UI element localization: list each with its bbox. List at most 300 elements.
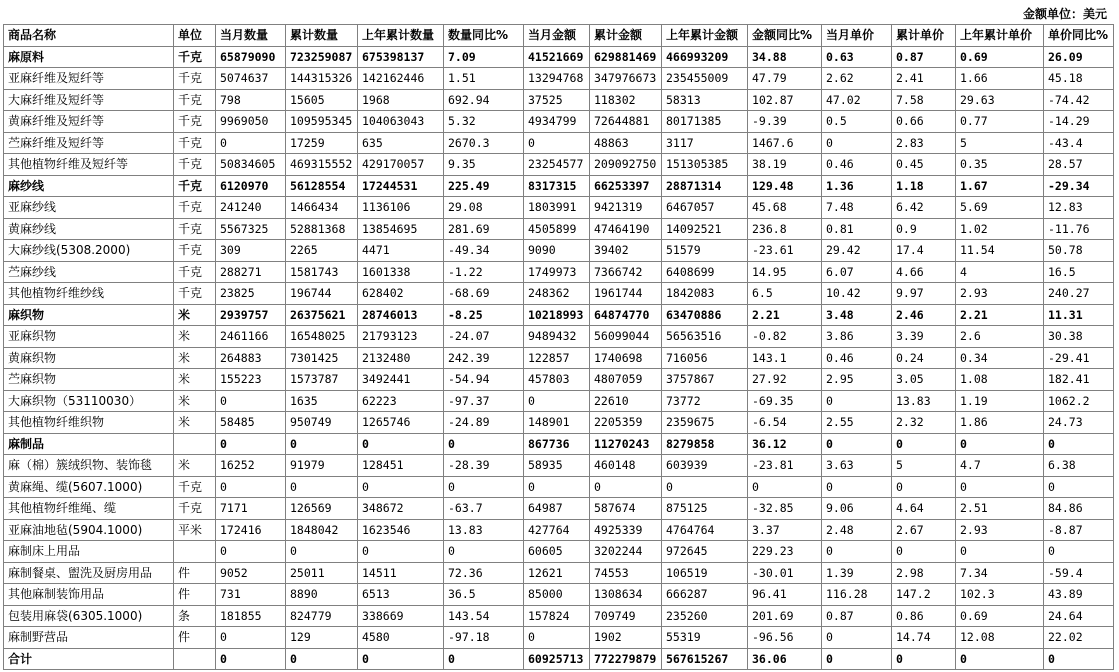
value-cell: 45.68 <box>748 197 822 219</box>
value-cell: 50.78 <box>1044 240 1114 262</box>
column-header: 上年累计单价 <box>956 25 1044 47</box>
hemp-trade-statistics-table <box>3 24 1114 670</box>
value-cell: 0 <box>956 476 1044 498</box>
value-cell: 51579 <box>662 240 748 262</box>
product-name-cell: 苎麻纱线 <box>4 261 174 283</box>
value-cell: 16548025 <box>286 326 358 348</box>
value-cell: -29.34 <box>1044 175 1114 197</box>
value-cell: 235455009 <box>662 68 748 90</box>
unit-cell: 千克 <box>174 154 216 176</box>
value-cell: 14511 <box>358 562 444 584</box>
value-cell: 628402 <box>358 283 444 305</box>
value-cell: 0 <box>822 390 892 412</box>
value-cell: 5074637 <box>216 68 286 90</box>
value-cell: 972645 <box>662 541 748 563</box>
currency-unit-label: 金额单位：美元 <box>1022 7 1107 21</box>
value-cell: 29.08 <box>444 197 524 219</box>
value-cell: 3.05 <box>892 369 956 391</box>
value-cell: 2205359 <box>590 412 662 434</box>
unit-cell: 千克 <box>174 46 216 68</box>
value-cell: 38.19 <box>748 154 822 176</box>
unit-cell <box>174 648 216 670</box>
value-cell: 58313 <box>662 89 748 111</box>
unit-cell: 平米 <box>174 519 216 541</box>
value-cell: 264883 <box>216 347 286 369</box>
product-name-cell: 其他植物纤维绳、缆 <box>4 498 174 520</box>
table-row <box>4 584 1114 606</box>
value-cell: 2670.3 <box>444 132 524 154</box>
column-header: 当月金额 <box>524 25 590 47</box>
value-cell: 9489432 <box>524 326 590 348</box>
value-cell: 8890 <box>286 584 358 606</box>
value-cell: -23.61 <box>748 240 822 262</box>
value-cell: 731 <box>216 584 286 606</box>
product-name-cell: 大麻纤维及短纤等 <box>4 89 174 111</box>
value-cell: 116.28 <box>822 584 892 606</box>
value-cell: 102.3 <box>956 584 1044 606</box>
product-name-cell: 苎麻织物 <box>4 369 174 391</box>
value-cell: 0 <box>822 476 892 498</box>
value-cell: 9052 <box>216 562 286 584</box>
value-cell: 0.24 <box>892 347 956 369</box>
value-cell: 30.38 <box>1044 326 1114 348</box>
value-cell: 15605 <box>286 89 358 111</box>
value-cell: 172416 <box>216 519 286 541</box>
product-name-cell: 麻制品 <box>4 433 174 455</box>
value-cell: 0.63 <box>822 46 892 68</box>
value-cell: 36.06 <box>748 648 822 670</box>
value-cell: 1.08 <box>956 369 1044 391</box>
value-cell: 63470886 <box>662 304 748 326</box>
value-cell: 348672 <box>358 498 444 520</box>
value-cell: 1573787 <box>286 369 358 391</box>
value-cell: 0 <box>956 433 1044 455</box>
value-cell: 0 <box>822 627 892 649</box>
value-cell: 11.54 <box>956 240 1044 262</box>
value-cell: 3757867 <box>662 369 748 391</box>
table-row <box>4 519 1114 541</box>
value-cell: 39402 <box>590 240 662 262</box>
value-cell: 309 <box>216 240 286 262</box>
value-cell: 41521669 <box>524 46 590 68</box>
unit-cell: 千克 <box>174 498 216 520</box>
product-name-cell: 麻制野营品 <box>4 627 174 649</box>
value-cell: 716056 <box>662 347 748 369</box>
value-cell: 13.83 <box>444 519 524 541</box>
value-cell: 0.69 <box>956 46 1044 68</box>
value-cell: 0.46 <box>822 154 892 176</box>
category-total-row <box>4 175 1114 197</box>
table-row <box>4 197 1114 219</box>
value-cell: 12.08 <box>956 627 1044 649</box>
value-cell: 47.02 <box>822 89 892 111</box>
value-cell: 0.45 <box>892 154 956 176</box>
table-row <box>4 68 1114 90</box>
value-cell: 23254577 <box>524 154 590 176</box>
table-row <box>4 541 1114 563</box>
value-cell: 0 <box>590 476 662 498</box>
value-cell: 2.67 <box>892 519 956 541</box>
value-cell: 1848042 <box>286 519 358 541</box>
value-cell: 4471 <box>358 240 444 262</box>
value-cell: -96.56 <box>748 627 822 649</box>
value-cell: 1749973 <box>524 261 590 283</box>
product-name-cell: 苎麻纤维及短纤等 <box>4 132 174 154</box>
value-cell: 11.31 <box>1044 304 1114 326</box>
value-cell: 8279858 <box>662 433 748 455</box>
value-cell: -24.07 <box>444 326 524 348</box>
product-name-cell: 黄麻纤维及短纤等 <box>4 111 174 133</box>
value-cell: -28.39 <box>444 455 524 477</box>
value-cell: 1.19 <box>956 390 1044 412</box>
value-cell: 229.23 <box>748 541 822 563</box>
value-cell: 17244531 <box>358 175 444 197</box>
unit-cell: 千克 <box>174 476 216 498</box>
value-cell: 867736 <box>524 433 590 455</box>
value-cell: -49.34 <box>444 240 524 262</box>
value-cell: 0 <box>444 648 524 670</box>
product-name-cell: 大麻纱线(5308.2000) <box>4 240 174 262</box>
value-cell: 12621 <box>524 562 590 584</box>
value-cell: 13294768 <box>524 68 590 90</box>
table-row <box>4 455 1114 477</box>
table-row <box>4 89 1114 111</box>
value-cell: 6467057 <box>662 197 748 219</box>
value-cell: 64874770 <box>590 304 662 326</box>
value-cell: 147.2 <box>892 584 956 606</box>
value-cell: 225.49 <box>444 175 524 197</box>
unit-cell: 千克 <box>174 197 216 219</box>
value-cell: 13854695 <box>358 218 444 240</box>
value-cell: -14.29 <box>1044 111 1114 133</box>
value-cell: 1466434 <box>286 197 358 219</box>
value-cell: 10.42 <box>822 283 892 305</box>
product-name-cell: 黄麻织物 <box>4 347 174 369</box>
value-cell: -69.35 <box>748 390 822 412</box>
value-cell: 48863 <box>590 132 662 154</box>
unit-cell: 千克 <box>174 132 216 154</box>
value-cell: 3202244 <box>590 541 662 563</box>
value-cell: 4.66 <box>892 261 956 283</box>
unit-cell: 米 <box>174 412 216 434</box>
value-cell: 106519 <box>662 562 748 584</box>
product-name-cell: 其他植物纤维及短纤等 <box>4 154 174 176</box>
product-name-cell: 黄麻纱线 <box>4 218 174 240</box>
value-cell: -11.76 <box>1044 218 1114 240</box>
table-row <box>4 390 1114 412</box>
unit-cell: 千克 <box>174 89 216 111</box>
value-cell: 22610 <box>590 390 662 412</box>
product-name-cell: 包装用麻袋(6305.1000) <box>4 605 174 627</box>
value-cell: 58485 <box>216 412 286 434</box>
value-cell: 3.63 <box>822 455 892 477</box>
value-cell: 675398137 <box>358 46 444 68</box>
product-name-cell: 亚麻纤维及短纤等 <box>4 68 174 90</box>
value-cell: 0.9 <box>892 218 956 240</box>
value-cell: 2.41 <box>892 68 956 90</box>
value-cell: 0.77 <box>956 111 1044 133</box>
value-cell: 0.69 <box>956 605 1044 627</box>
value-cell: 235260 <box>662 605 748 627</box>
value-cell: 157824 <box>524 605 590 627</box>
value-cell: 0 <box>822 541 892 563</box>
column-header: 当月数量 <box>216 25 286 47</box>
value-cell: 3492441 <box>358 369 444 391</box>
value-cell: 0 <box>822 433 892 455</box>
value-cell: 6408699 <box>662 261 748 283</box>
value-cell: 102.87 <box>748 89 822 111</box>
value-cell: 0 <box>444 433 524 455</box>
value-cell: 4764764 <box>662 519 748 541</box>
value-cell: 0.87 <box>892 46 956 68</box>
table-row <box>4 154 1114 176</box>
value-cell: 1.39 <box>822 562 892 584</box>
column-header: 累计单价 <box>892 25 956 47</box>
value-cell: 2.48 <box>822 519 892 541</box>
value-cell: -97.37 <box>444 390 524 412</box>
category-total-row <box>4 433 1114 455</box>
value-cell: 16.5 <box>1044 261 1114 283</box>
value-cell: 126569 <box>286 498 358 520</box>
product-name-cell: 黄麻绳、缆(5607.1000) <box>4 476 174 498</box>
value-cell: 8317315 <box>524 175 590 197</box>
value-cell: 1.36 <box>822 175 892 197</box>
value-cell: 1062.2 <box>1044 390 1114 412</box>
value-cell: 72644881 <box>590 111 662 133</box>
unit-cell <box>174 541 216 563</box>
value-cell: 196744 <box>286 283 358 305</box>
value-cell: 587674 <box>590 498 662 520</box>
value-cell: 2939757 <box>216 304 286 326</box>
value-cell: 1961744 <box>590 283 662 305</box>
value-cell: 9969050 <box>216 111 286 133</box>
value-cell: 84.86 <box>1044 498 1114 520</box>
product-name-cell: 其他麻制装饰用品 <box>4 584 174 606</box>
value-cell: 0 <box>892 433 956 455</box>
value-cell: 74553 <box>590 562 662 584</box>
value-cell: 7171 <box>216 498 286 520</box>
unit-cell: 件 <box>174 584 216 606</box>
value-cell: 0 <box>286 541 358 563</box>
value-cell: 338669 <box>358 605 444 627</box>
value-cell: 50834605 <box>216 154 286 176</box>
category-total-row <box>4 648 1114 670</box>
value-cell: 281.69 <box>444 218 524 240</box>
value-cell: 143.1 <box>748 347 822 369</box>
value-cell: 3.37 <box>748 519 822 541</box>
value-cell: 3.86 <box>822 326 892 348</box>
column-header: 当月单价 <box>822 25 892 47</box>
value-cell: 26.09 <box>1044 46 1114 68</box>
column-header: 上年累计数量 <box>358 25 444 47</box>
unit-cell: 米 <box>174 455 216 477</box>
table-row <box>4 283 1114 305</box>
value-cell: 10218993 <box>524 304 590 326</box>
value-cell: 148901 <box>524 412 590 434</box>
value-cell: 0 <box>358 476 444 498</box>
product-name-cell: 合计 <box>4 648 174 670</box>
value-cell: 6.38 <box>1044 455 1114 477</box>
value-cell: 2.83 <box>892 132 956 154</box>
product-name-cell: 麻原料 <box>4 46 174 68</box>
value-cell: 0 <box>1044 476 1114 498</box>
unit-cell: 条 <box>174 605 216 627</box>
value-cell: 0 <box>216 132 286 154</box>
value-cell: 209092750 <box>590 154 662 176</box>
product-name-cell: 亚麻油地毡(5904.1000) <box>4 519 174 541</box>
value-cell: 466993209 <box>662 46 748 68</box>
value-cell: 347976673 <box>590 68 662 90</box>
value-cell: 666287 <box>662 584 748 606</box>
table-row <box>4 240 1114 262</box>
value-cell: 1601338 <box>358 261 444 283</box>
value-cell: 0 <box>956 648 1044 670</box>
value-cell: 151305385 <box>662 154 748 176</box>
value-cell: -97.18 <box>444 627 524 649</box>
value-cell: 629881469 <box>590 46 662 68</box>
value-cell: 6.07 <box>822 261 892 283</box>
value-cell: 2.93 <box>956 283 1044 305</box>
value-cell: 3.39 <box>892 326 956 348</box>
value-cell: 0 <box>286 648 358 670</box>
value-cell: 122857 <box>524 347 590 369</box>
value-cell: 469315552 <box>286 154 358 176</box>
unit-cell: 千克 <box>174 111 216 133</box>
value-cell: 1581743 <box>286 261 358 283</box>
value-cell: 5 <box>892 455 956 477</box>
value-cell: 772279879 <box>590 648 662 670</box>
value-cell: 240.27 <box>1044 283 1114 305</box>
value-cell: 2.93 <box>956 519 1044 541</box>
value-cell: 23825 <box>216 283 286 305</box>
value-cell: 2.98 <box>892 562 956 584</box>
value-cell: 0 <box>358 648 444 670</box>
value-cell: 4925339 <box>590 519 662 541</box>
value-cell: 0 <box>662 476 748 498</box>
value-cell: 7.58 <box>892 89 956 111</box>
value-cell: 1.02 <box>956 218 1044 240</box>
product-name-cell: 亚麻织物 <box>4 326 174 348</box>
unit-cell: 米 <box>174 369 216 391</box>
value-cell: 0 <box>216 648 286 670</box>
value-cell: 241240 <box>216 197 286 219</box>
column-header: 单位 <box>174 25 216 47</box>
value-cell: 2.6 <box>956 326 1044 348</box>
value-cell: 288271 <box>216 261 286 283</box>
value-cell: 72.36 <box>444 562 524 584</box>
value-cell: 0 <box>216 541 286 563</box>
value-cell: 0 <box>358 541 444 563</box>
value-cell: 47.79 <box>748 68 822 90</box>
value-cell: 37525 <box>524 89 590 111</box>
value-cell: 1902 <box>590 627 662 649</box>
value-cell: 14092521 <box>662 218 748 240</box>
value-cell: 73772 <box>662 390 748 412</box>
value-cell: 1265746 <box>358 412 444 434</box>
value-cell: 2.21 <box>748 304 822 326</box>
value-cell: 0 <box>286 433 358 455</box>
value-cell: 16252 <box>216 455 286 477</box>
value-cell: 7.48 <box>822 197 892 219</box>
value-cell: 1467.6 <box>748 132 822 154</box>
value-cell: 0 <box>216 433 286 455</box>
unit-cell: 千克 <box>174 175 216 197</box>
value-cell: -29.41 <box>1044 347 1114 369</box>
column-header: 累计数量 <box>286 25 358 47</box>
value-cell: 56128554 <box>286 175 358 197</box>
value-cell: 1635 <box>286 390 358 412</box>
value-cell: 65879090 <box>216 46 286 68</box>
value-cell: 0 <box>524 627 590 649</box>
column-header: 单价同比% <box>1044 25 1114 47</box>
value-cell: 9090 <box>524 240 590 262</box>
product-name-cell: 麻（棉）簇绒织物、装饰毯 <box>4 455 174 477</box>
column-header: 金额同比% <box>748 25 822 47</box>
value-cell: 27.92 <box>748 369 822 391</box>
category-total-row <box>4 46 1114 68</box>
product-name-cell: 麻制床上用品 <box>4 541 174 563</box>
value-cell: 0.86 <box>892 605 956 627</box>
value-cell: 201.69 <box>748 605 822 627</box>
value-cell: 0 <box>216 627 286 649</box>
value-cell: 182.41 <box>1044 369 1114 391</box>
product-name-cell: 亚麻纱线 <box>4 197 174 219</box>
product-name-cell: 其他植物纤维纱线 <box>4 283 174 305</box>
value-cell: -68.69 <box>444 283 524 305</box>
unit-cell: 千克 <box>174 218 216 240</box>
value-cell: 36.12 <box>748 433 822 455</box>
value-cell: 7.34 <box>956 562 1044 584</box>
value-cell: 0 <box>1044 648 1114 670</box>
value-cell: 9.06 <box>822 498 892 520</box>
value-cell: 0.34 <box>956 347 1044 369</box>
value-cell: 603939 <box>662 455 748 477</box>
value-cell: 4934799 <box>524 111 590 133</box>
value-cell: 62223 <box>358 390 444 412</box>
value-cell: 64987 <box>524 498 590 520</box>
value-cell: 4.7 <box>956 455 1044 477</box>
value-cell: 66253397 <box>590 175 662 197</box>
value-cell: 2.46 <box>892 304 956 326</box>
value-cell: 236.8 <box>748 218 822 240</box>
value-cell: 2.51 <box>956 498 1044 520</box>
value-cell: 5.32 <box>444 111 524 133</box>
value-cell: 4 <box>956 261 1044 283</box>
table-row <box>4 132 1114 154</box>
value-cell: 0 <box>524 132 590 154</box>
column-header: 商品名称 <box>4 25 174 47</box>
value-cell: 3.48 <box>822 304 892 326</box>
value-cell: -54.94 <box>444 369 524 391</box>
unit-cell: 千克 <box>174 240 216 262</box>
value-cell: 3117 <box>662 132 748 154</box>
value-cell: 129.48 <box>748 175 822 197</box>
value-cell: 7366742 <box>590 261 662 283</box>
category-total-row <box>4 304 1114 326</box>
value-cell: 4580 <box>358 627 444 649</box>
value-cell: 28871314 <box>662 175 748 197</box>
table-row <box>4 605 1114 627</box>
value-cell: 0 <box>892 541 956 563</box>
value-cell: 5567325 <box>216 218 286 240</box>
table-row <box>4 111 1114 133</box>
value-cell: -74.42 <box>1044 89 1114 111</box>
value-cell: 457803 <box>524 369 590 391</box>
table-row <box>4 498 1114 520</box>
unit-cell: 米 <box>174 347 216 369</box>
value-cell: 0 <box>524 390 590 412</box>
value-cell: 36.5 <box>444 584 524 606</box>
